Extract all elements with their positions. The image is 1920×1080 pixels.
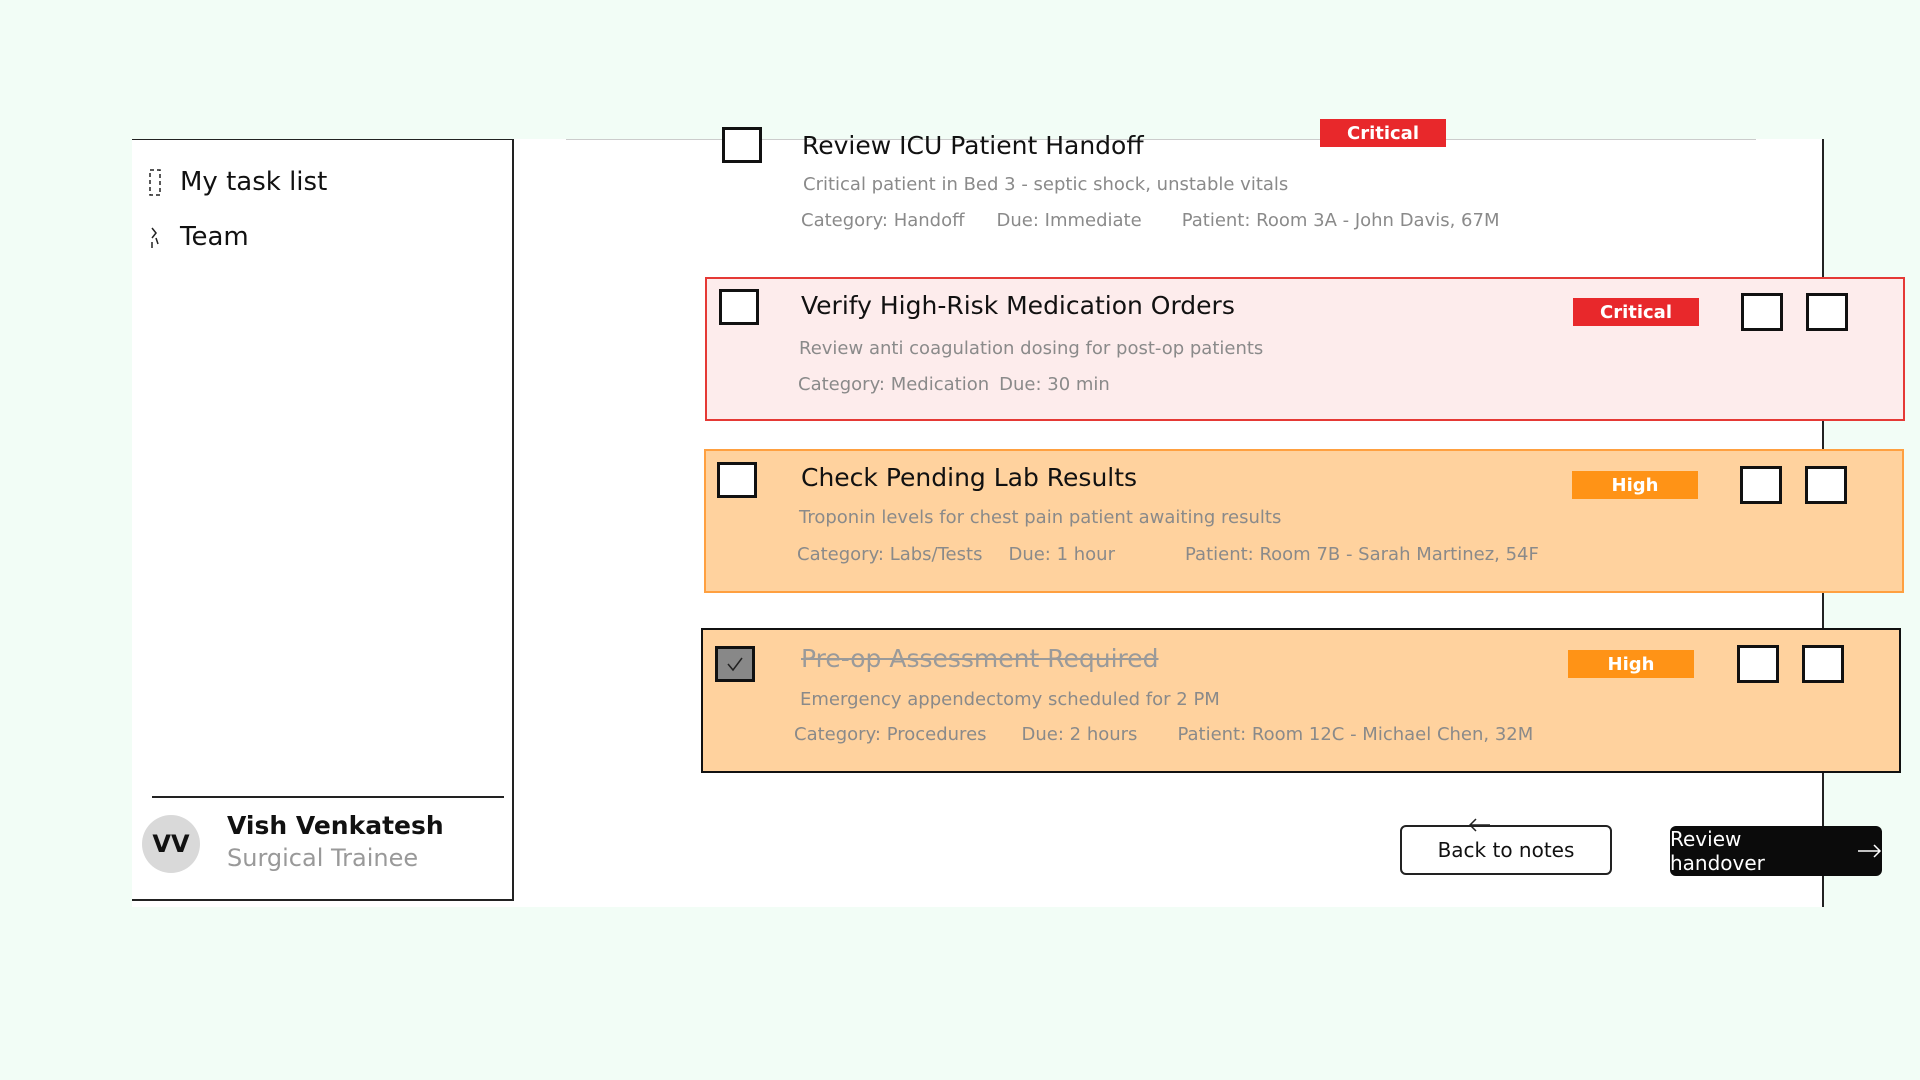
arrow-right-icon <box>1856 839 1882 863</box>
task-checkbox[interactable] <box>717 462 757 498</box>
task-category: Category: Handoff <box>801 210 965 231</box>
task-card <box>560 119 1760 259</box>
task-checkbox[interactable] <box>722 127 762 163</box>
task-title: Check Pending Lab Results <box>801 463 1138 492</box>
clipboard-icon <box>144 167 166 197</box>
task-list-panel <box>560 122 1822 907</box>
task-category: Category: Medication <box>798 374 990 395</box>
sidebar-item-team[interactable] <box>144 222 249 252</box>
app-frame <box>132 122 1822 907</box>
sidebar-item-my-task-list[interactable] <box>144 167 327 197</box>
task-category: Category: Procedures <box>794 724 987 745</box>
priority-badge: High <box>1568 650 1694 678</box>
back-to-notes-label: Back to notes <box>1437 838 1575 862</box>
task-checkbox-checked[interactable] <box>715 646 755 682</box>
priority-badge: Critical <box>1573 298 1699 326</box>
sidebar <box>132 139 514 901</box>
task-description: Critical patient in Bed 3 - septic shock, unstable vitals <box>803 174 1289 195</box>
task-patient: Patient: Room 7B - Sarah Martinez, 54F <box>1185 544 1539 565</box>
task-action-box[interactable] <box>1740 466 1782 504</box>
task-card-completed <box>701 628 1901 773</box>
sidebar-item-label: Team <box>180 222 249 252</box>
task-due: Due: 1 hour <box>1008 544 1115 565</box>
task-due: Due: Immediate <box>996 210 1142 231</box>
team-icon <box>144 222 166 252</box>
task-checkbox[interactable] <box>719 289 759 325</box>
task-description: Review anti coagulation dosing for post-op patients <box>799 338 1264 359</box>
task-meta <box>801 210 1500 231</box>
task-action-box[interactable] <box>1805 466 1847 504</box>
task-action-box[interactable] <box>1802 645 1844 683</box>
priority-badge: Critical <box>1320 119 1446 147</box>
arrow-left-icon <box>1468 813 1492 837</box>
avatar <box>152 815 210 873</box>
task-meta <box>798 374 1110 395</box>
task-action-box[interactable] <box>1737 645 1779 683</box>
review-handover-label: Review handover <box>1670 827 1765 875</box>
task-card <box>704 449 1904 593</box>
profile-divider <box>152 796 504 798</box>
task-meta <box>797 544 1539 565</box>
task-meta <box>794 724 1533 745</box>
profile-name: Vish Venkatesh <box>227 811 444 840</box>
task-description: Emergency appendectomy scheduled for 2 PM <box>800 689 1220 710</box>
sidebar-item-label: My task list <box>180 167 328 197</box>
task-patient: Patient: Room 12C - Michael Chen, 32M <box>1177 724 1534 745</box>
task-due: Due: 30 min <box>999 374 1110 395</box>
task-description: Troponin levels for chest pain patient awaiting results <box>799 507 1282 528</box>
avatar-initials: VV <box>142 815 200 873</box>
task-action-box[interactable] <box>1806 293 1848 331</box>
task-action-box[interactable] <box>1741 293 1783 331</box>
task-title: Verify High-Risk Medication Orders <box>801 291 1235 320</box>
profile-role: Surgical Trainee <box>227 844 419 872</box>
review-handover-button[interactable] <box>1670 826 1882 876</box>
task-card <box>705 277 1905 421</box>
task-title: Review ICU Patient Handoff <box>802 131 1144 160</box>
task-patient: Patient: Room 3A - John Davis, 67M <box>1181 210 1500 231</box>
sidebar-top-divider <box>132 139 512 140</box>
checkmark-icon <box>718 649 752 679</box>
task-due: Due: 2 hours <box>1021 724 1138 745</box>
back-to-notes-button[interactable] <box>1400 825 1612 875</box>
priority-badge: High <box>1572 471 1698 499</box>
task-category: Category: Labs/Tests <box>797 544 983 565</box>
task-title: Pre-op Assessment Required <box>801 644 1159 673</box>
